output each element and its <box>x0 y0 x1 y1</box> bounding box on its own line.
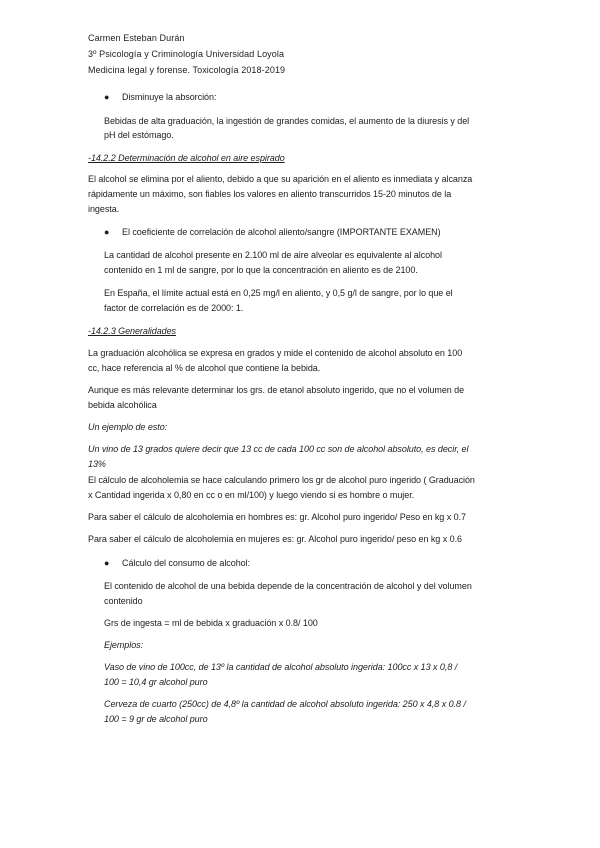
bullet-dot-icon: ● <box>104 227 110 237</box>
paragraph-line: En España, el límite actual está en 0,25 mg/l en aliento, y 0,5 g/l de sangre, por lo que el <box>104 288 453 298</box>
paragraph-line: bebida alcohólica <box>88 400 157 410</box>
example-label: Un ejemplo de esto: <box>88 422 168 432</box>
paragraph-line: Cerveza de cuarto (250cc) de 4,8º la cantidad de alcohol absoluto ingerida: 250 x 4,8 x 0.8 / <box>104 699 466 709</box>
paragraph-line: Aunque es más relevante determinar los grs. de etanol absoluto ingerido, que no el volumen de <box>88 385 465 395</box>
paragraph-line: El alcohol se elimina por el aliento, debido a que su aparición en el aliento es inmediata y alcanza <box>88 174 473 184</box>
paragraph-line: ingesta. <box>88 204 120 214</box>
section-heading: -14.2.2 Determinación de alcohol en aire espirado <box>88 153 285 163</box>
paragraph-line: x Cantidad ingerida x 0,80 en cc o en ml/100) y luego viendo si es hombre o mujer. <box>88 490 415 500</box>
paragraph-line: factor de correlación es de 2000: 1. <box>104 303 244 313</box>
formula-line: Grs de ingesta = ml de bebida x graduación x 0.8/ 100 <box>104 618 318 628</box>
paragraph-line: El cálculo de alcoholemia se hace calculando primero los gr de alcohol puro ingerido ( Graduación <box>88 475 475 485</box>
header-author: Carmen Esteban Durán <box>88 33 185 43</box>
section-heading: -14.2.3 Generalidades <box>88 326 177 336</box>
paragraph-line: 100 = 10,4 gr alcohol puro <box>104 677 208 687</box>
bullet-calculo: Cálculo del consumo de alcohol: <box>122 558 251 568</box>
paragraph-line: La graduación alcohólica se expresa en grados y mide el contenido de alcohol absoluto en 100 <box>88 348 463 358</box>
bullet-dot-icon: ● <box>104 92 110 102</box>
paragraph-line: 100 = 9 gr de alcohol puro <box>104 714 208 724</box>
paragraph-line: cc, hace referencia al % de alcohol que contiene la bebida. <box>88 363 321 373</box>
paragraph-line: Para saber el cálculo de alcoholemia en hombres es: gr. Alcohol puro ingerido/ Peso en kg x 0.7 <box>88 512 466 522</box>
bullet-dot-icon: ● <box>104 558 110 568</box>
paragraph-line: Para saber el cálculo de alcoholemia en mujeres es: gr. Alcohol puro ingerido/ peso en kg x 0.6 <box>88 534 462 544</box>
paragraph-line: contenido en 1 ml de sangre, por lo que la concentración en aliento es de 2100. <box>104 265 418 275</box>
header-subject: Medicina legal y forense. Toxicología 2018-2019 <box>88 65 286 75</box>
paragraph-line: pH del estómago. <box>104 130 174 140</box>
header-course: 3º Psicología y Criminología Universidad Loyola <box>88 49 285 59</box>
paragraph-line: 13% <box>88 459 106 469</box>
paragraph-line: Un vino de 13 grados quiere decir que 13 cc de cada 100 cc son de alcohol absoluto, es decir, el <box>88 444 469 454</box>
bullet-coeficiente: El coeficiente de correlación de alcohol aliento/sangre (IMPORTANTE EXAMEN) <box>122 227 441 237</box>
paragraph-line: El contenido de alcohol de una bebida depende de la concentración de alcohol y del volumen <box>104 581 472 591</box>
paragraph-line: rápidamente un máximo, son fiables los valores en aliento transcurridos 15-20 minutos de la <box>88 189 452 199</box>
paragraph-line: contenido <box>104 596 143 606</box>
paragraph-line: La cantidad de alcohol presente en 2.100 ml de aire alveolar es equivalente al alcohol <box>104 250 442 260</box>
examples-label: Ejemplos: <box>104 640 144 650</box>
paragraph-line: Bebidas de alta graduación, la ingestión de grandes comidas, el aumento de la diuresis y del <box>104 116 470 126</box>
bullet-absorcion: Disminuye la absorción: <box>122 92 217 102</box>
paragraph-line: Vaso de vino de 100cc, de 13º la cantidad de alcohol absoluto ingerida: 100cc x 13 x 0,8 / <box>104 662 458 672</box>
